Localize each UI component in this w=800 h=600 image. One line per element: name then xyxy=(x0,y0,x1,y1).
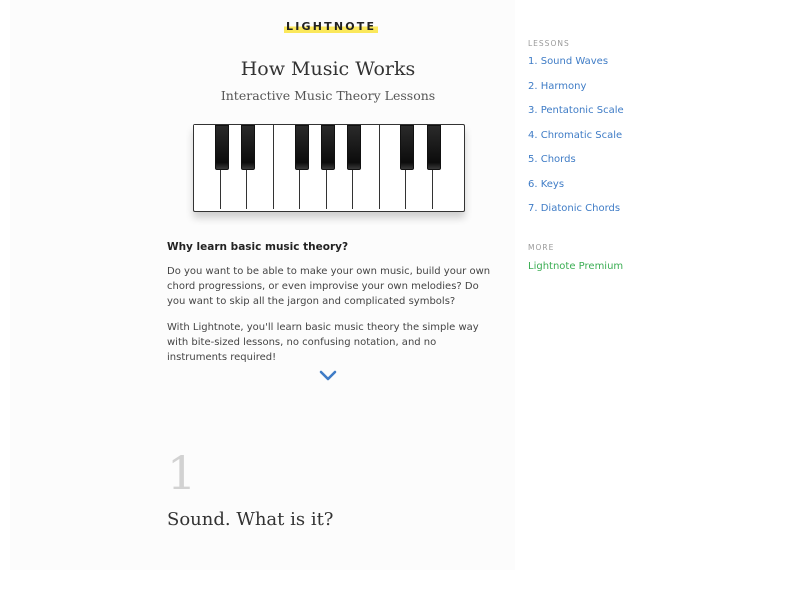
piano-black-key[interactable] xyxy=(295,125,309,170)
piano-black-key[interactable] xyxy=(400,125,414,170)
lightnote-logo[interactable]: LIGHTNOTE xyxy=(286,20,377,33)
piano-keyboard[interactable] xyxy=(193,124,465,212)
sidebar-item-premium[interactable]: Lightnote Premium xyxy=(528,261,624,272)
sidebar-item-keys[interactable]: 6. Keys xyxy=(528,179,565,190)
piano-black-key[interactable] xyxy=(241,125,255,170)
more-heading: MORE xyxy=(528,243,555,252)
sidebar-item-pentatonic-scale[interactable]: 3. Pentatonic Scale xyxy=(528,105,624,116)
piano-black-key[interactable] xyxy=(347,125,361,170)
lesson-title: Sound. What is it? xyxy=(167,509,334,530)
sidebar-item-chords[interactable]: 5. Chords xyxy=(528,154,576,165)
sidebar-item-diatonic-chords[interactable]: 7. Diatonic Chords xyxy=(528,203,621,214)
intro-heading: Why learn basic music theory? xyxy=(167,241,349,253)
page-subtitle: Interactive Music Theory Lessons xyxy=(220,88,436,103)
chevron-down-icon[interactable] xyxy=(318,368,338,382)
piano-black-key[interactable] xyxy=(215,125,229,170)
piano-black-key[interactable] xyxy=(427,125,441,170)
intro-paragraph: Do you want to be able to make your own music, build your own chord progressions, or even improvise your own melodies? Do you want to skip all the jargon and complicated symbols? xyxy=(167,266,491,307)
lessons-heading: LESSONS xyxy=(528,39,570,48)
piano-black-key[interactable] xyxy=(321,125,335,170)
page-title: How Music Works xyxy=(240,58,416,80)
lesson-number: 1 xyxy=(167,446,197,500)
sidebar-item-harmony[interactable]: 2. Harmony xyxy=(528,81,587,92)
sidebar-item-chromatic-scale[interactable]: 4. Chromatic Scale xyxy=(528,130,623,141)
intro-paragraph: With Lightnote, you'll learn basic music theory the simple way with bite-sized lessons, no confusing notation, and no instruments required! xyxy=(167,322,479,363)
sidebar-item-sound-waves[interactable]: 1. Sound Waves xyxy=(528,56,609,67)
